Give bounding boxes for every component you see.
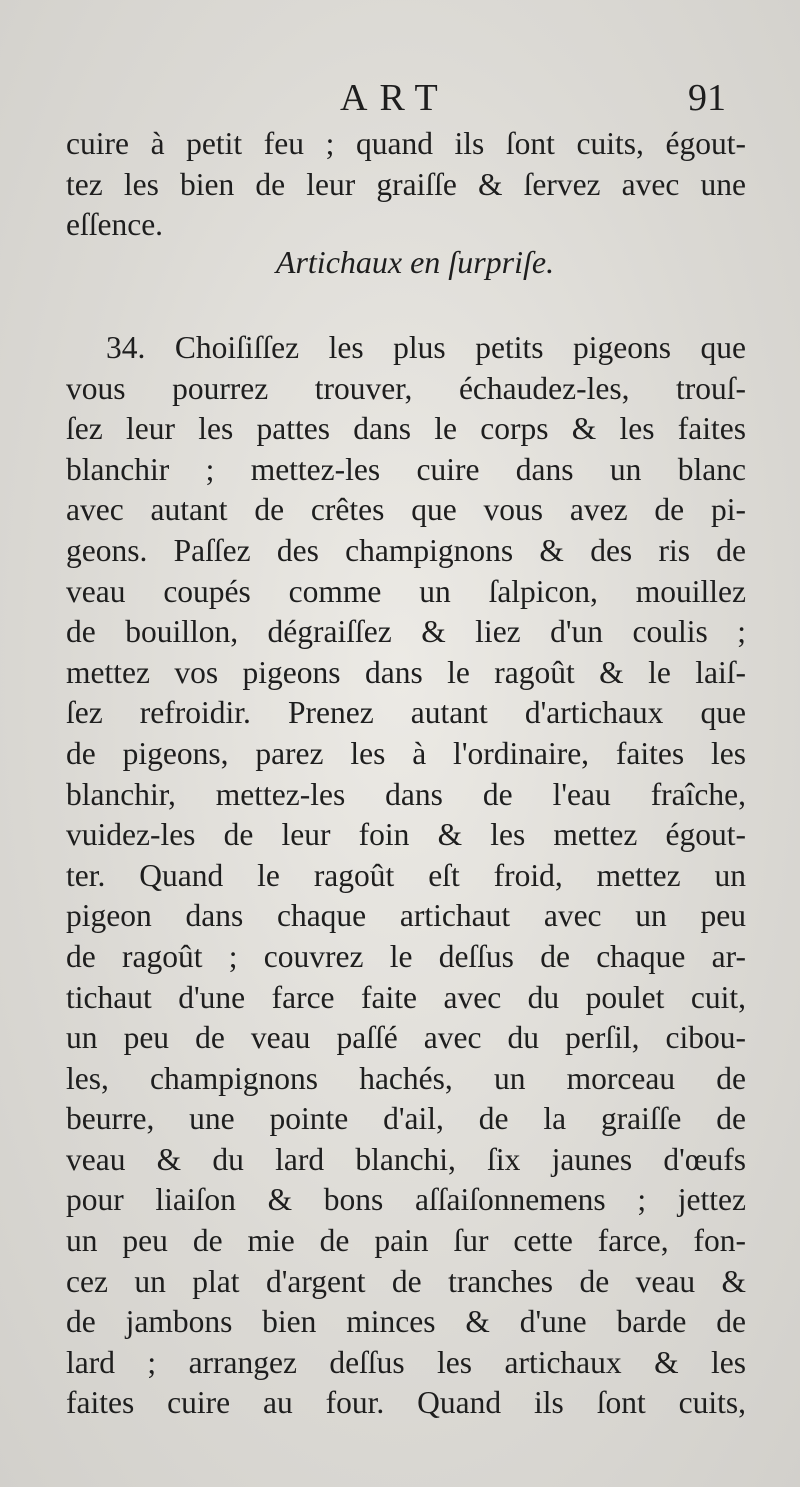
text-line: 34. Choiſiſſez les plus petits pigeons que bbox=[106, 330, 746, 365]
text-line: faites cuire au four. Quand ils ſont cuits, bbox=[66, 1385, 746, 1421]
text-line: blanchir, mettez-les dans de l'eau fraîche, bbox=[66, 776, 746, 812]
text-line: cez un plat d'argent de tranches de veau & bbox=[66, 1263, 746, 1299]
text-line: ſez leur les pattes dans le corps & les faites bbox=[66, 411, 746, 447]
text-line: geons. Paſſez des champignons & des ris de bbox=[66, 532, 746, 568]
text-line: ſez refroidir. Prenez autant d'artichaux que bbox=[66, 695, 746, 731]
page-header bbox=[0, 66, 800, 126]
page-number: 91 bbox=[688, 77, 726, 119]
text-line: blanchir ; mettez-les cuire dans un blanc bbox=[66, 451, 746, 487]
text-line: un peu de mie de pain ſur cette farce, fon- bbox=[66, 1223, 746, 1259]
text-line: avec autant de crêtes que vous avez de pi- bbox=[66, 492, 746, 528]
text-line: tez les bien de leur graiſſe & ſervez avec une bbox=[66, 166, 746, 202]
text-line: de bouillon, dégraiſſez & liez d'un coulis ; bbox=[66, 614, 746, 650]
text-line: vous pourrez trouver, échaudez-les, trouſ- bbox=[66, 370, 746, 406]
text-line: vuidez-les de leur foin & les mettez égout- bbox=[66, 817, 746, 853]
running-head: ART bbox=[340, 77, 450, 119]
text-line: lard ; arrangez deſſus les artichaux & les bbox=[66, 1344, 746, 1380]
text-line: cuire à petit feu ; quand ils ſont cuits, égout- bbox=[66, 126, 746, 161]
text-line: de ragoût ; couvrez le deſſus de chaque ar- bbox=[66, 938, 746, 974]
text-line: mettez vos pigeons dans le ragoût & le laiſ- bbox=[66, 654, 746, 690]
recipe-paragraph bbox=[66, 328, 746, 1424]
text-line: veau & du lard blanchi, ſix jaunes d'œufs bbox=[66, 1141, 746, 1177]
text-line: tichaut d'une farce faite avec du poulet cuit, bbox=[66, 979, 746, 1015]
text-line: veau coupés comme un ſalpicon, mouillez bbox=[66, 573, 746, 609]
text-line: pour liaiſon & bons aſſaiſonnemens ; jettez bbox=[66, 1182, 746, 1218]
text-line: un peu de veau paſſé avec du perſil, cibou- bbox=[66, 1020, 746, 1056]
text-line: eſſence. bbox=[66, 207, 164, 243]
text-line: pigeon dans chaque artichaut avec un peu bbox=[66, 898, 746, 934]
text-line: ter. Quand le ragoût eſt froid, mettez un bbox=[66, 857, 746, 893]
text-line: les, champignons hachés, un morceau de bbox=[66, 1060, 746, 1096]
recipe-title: Artichaux en ſurpriſe. bbox=[275, 244, 555, 280]
text-line: de pigeons, parez les à l'ordinaire, faites les bbox=[66, 735, 746, 771]
text-line: de jambons bien minces & d'une barde de bbox=[66, 1304, 746, 1340]
continuation-paragraph bbox=[66, 124, 746, 246]
text-line: beurre, une pointe d'ail, de la graiſſe de bbox=[66, 1101, 746, 1137]
